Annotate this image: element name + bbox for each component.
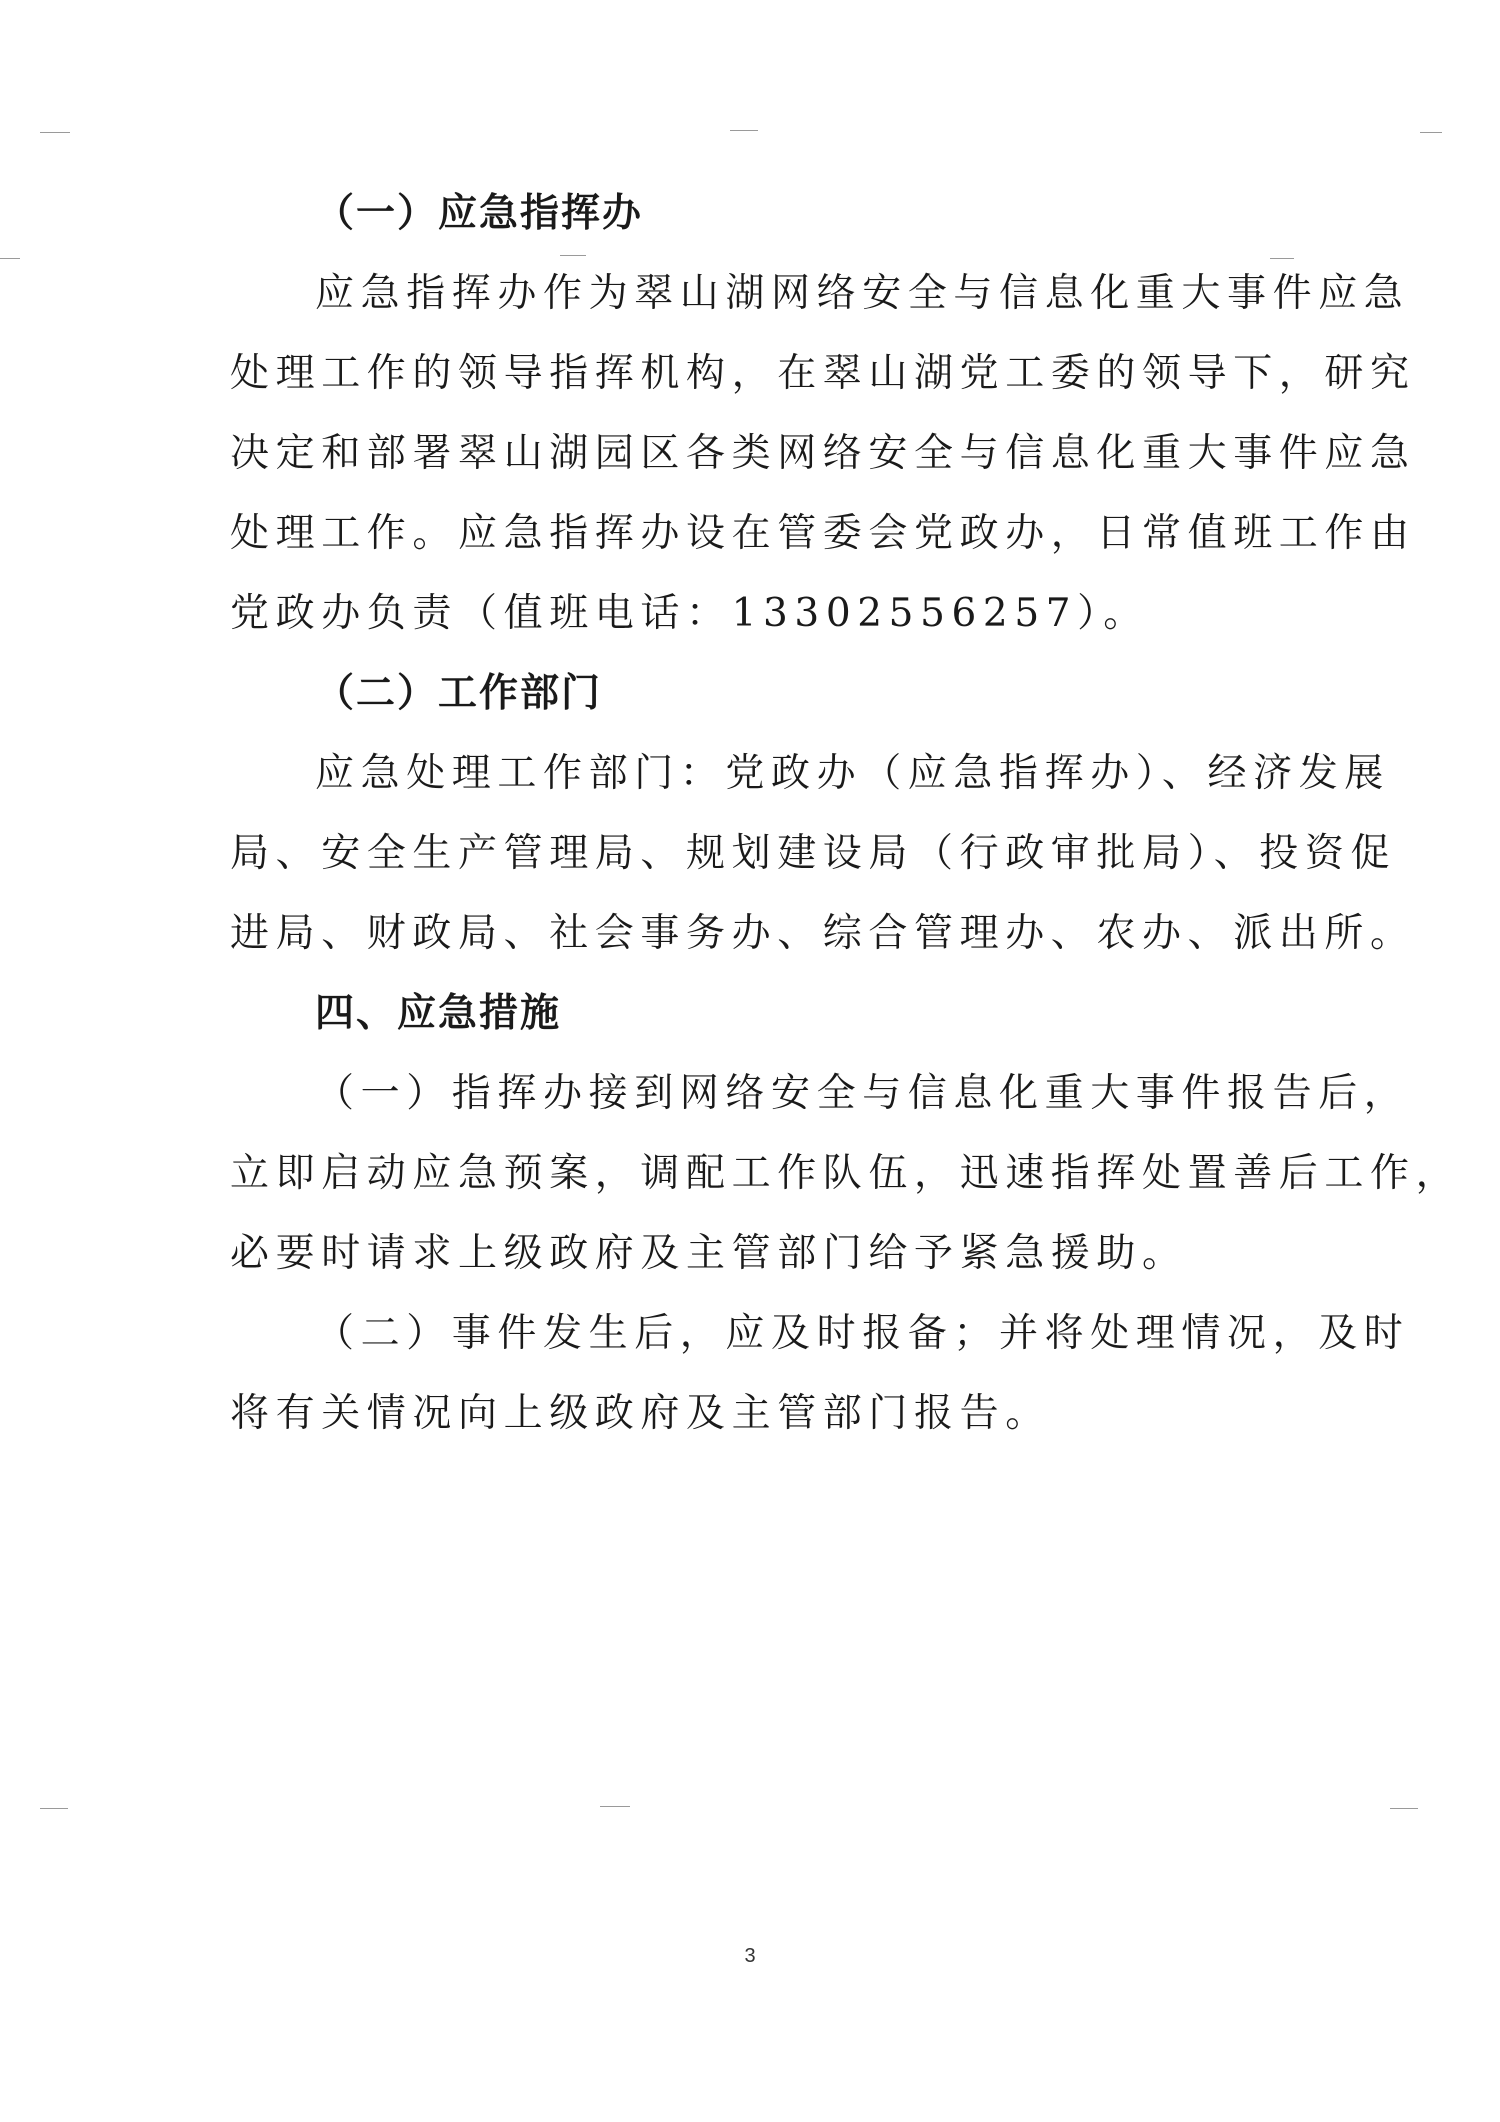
paragraph-line: 局、安全生产管理局、规划建设局（行政审批局）、投资促 [230,831,1397,876]
scan-speck [1270,258,1294,259]
paragraph-line: 处理工作。应急指挥办设在管委会党政办，日常值班工作由 [230,511,1416,556]
section-heading-command-office: （一）应急指挥办 [315,191,644,236]
scan-speck [1390,1808,1418,1809]
scan-speck [0,258,20,259]
scan-speck [1420,132,1442,133]
paragraph-line: 必要时请求上级政府及主管部门给予紧急援助。 [230,1231,1188,1276]
scan-speck [730,130,758,131]
page-number: 3 [744,1945,756,1967]
section-heading-measures: 四、应急措施 [315,991,562,1036]
scan-speck [40,132,70,133]
paragraph-line: 应急处理工作部门：党政办（应急指挥办）、经济发展 [315,751,1390,796]
scan-speck [600,1806,630,1807]
paragraph-line: 党政办负责（值班电话：13302556257）。 [230,591,1149,636]
paragraph-line: 应急指挥办作为翠山湖网络安全与信息化重大事件应急 [315,271,1410,316]
paragraph-line: 将有关情况向上级政府及主管部门报告。 [230,1391,1051,1436]
paragraph-line: （一）指挥办接到网络安全与信息化重大事件报告后， [315,1071,1410,1116]
scan-speck [560,255,586,256]
paragraph-line: 处理工作的领导指挥机构，在翠山湖党工委的领导下，研究 [230,351,1416,396]
paragraph-line: （二）事件发生后，应及时报备；并将处理情况，及时 [315,1311,1410,1356]
paragraph-line: 进局、财政局、社会事务办、综合管理办、农办、派出所。 [230,911,1416,956]
section-heading-departments: （二）工作部门 [315,671,603,716]
paragraph-line: 决定和部署翠山湖园区各类网络安全与信息化重大事件应急 [230,431,1416,476]
scan-speck [40,1808,68,1809]
paragraph-line: 立即启动应急预案，调配工作队伍，迅速指挥处置善后工作， [230,1151,1462,1196]
